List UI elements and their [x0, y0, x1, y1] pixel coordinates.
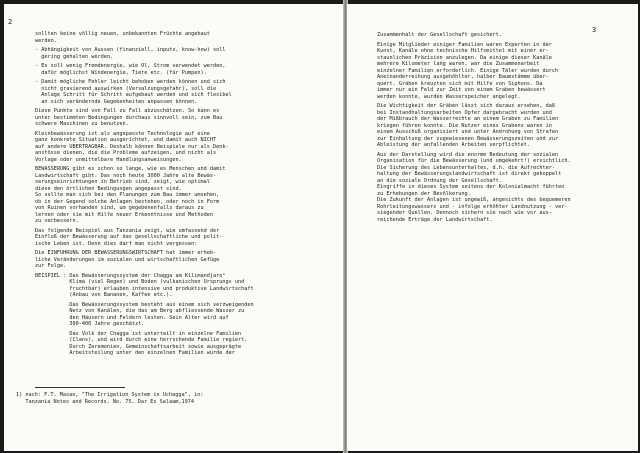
text-line: Vorlage oder unmittelbare Handlungsanweisungen. — [35, 156, 182, 163]
text-line: schwere Maschinen zu benutzen. — [35, 121, 129, 127]
text-line: bei Instandhaltungsarbeiten Opfer dargebracht wurden und — [377, 109, 552, 116]
text-line: Die Wichtigkeit der Gräben lässt sich daraus ersehen, daß — [377, 103, 556, 109]
text-line: Einfluß der Bewässerung auf das gesellschaftliche und polit- — [35, 234, 223, 240]
text-line: 300-400 Jahre geschätzt. — [35, 321, 145, 327]
text-line: von Ruinen vorhanden sind, um gegebenenfalls daraus zu — [35, 205, 204, 211]
text-line: Netz von Kanälen, die das am Berg abfliessende Wasser zu — [35, 308, 245, 314]
text-line: nicht gravierend auswirken (Versalzungsgefahr), soll die — [35, 85, 217, 92]
text-line: zu Erhebungen der Bevölkerung. — [377, 190, 471, 197]
text-line: kriegen führen konnte. Die Nutzer eines Grabens waren in — [377, 122, 552, 129]
text-line: einzelner Familien erforderlich. Einige Täler wurden durch — [377, 67, 559, 74]
text-line: Aus der Darstellung wird die enorme Bedeutung der sozialen — [377, 151, 559, 158]
text-line: BEISPIEL : Das Bewässerungssystem der Chagga am Kilimandjaro¹ — [35, 272, 226, 279]
text-line: Die EINFÜHRUNG DER BEWÄSSERUNGSWIRTSCHAFT hat immer erheb- — [35, 250, 217, 256]
text-line: Einige Mitglieder einiger Familien waren Experten in der — [377, 41, 552, 48]
text-line: BEWÄSSERUNG gibt es schon so lange, wie es Menschen und damit — [35, 166, 226, 172]
text-line: Aneinanderreihung ausgehöhlter, halber Baumstämme über- — [377, 74, 549, 80]
text-line: Diese Punkte sind von Fall zu Fall abzuschätzen. So kann es — [35, 108, 220, 114]
text-line: serungseinrichtungen in Betrieb sind, zeigt, wie optimal — [35, 179, 210, 185]
text-line: Rohrleitungswassers und - infolge erhöhter Landnutzung - ver- — [377, 203, 568, 210]
footnote-line: 1) nach: F.T. Masao, "The Irrigation System in Uchagga", in: — [16, 392, 204, 398]
footnote — [16, 392, 203, 405]
text-line: fruchtbar) erlauben intensive und produktive Landwirtschaft — [35, 285, 254, 292]
text-line: Die Sicherung des Lebensunterhaltes, d.h. die Aufrechter- — [377, 164, 556, 171]
text-line: siegender Quellen. Dennoch sichern sie nach wie vor aus- — [377, 210, 552, 216]
text-line: ische Leben ist. Denn dies darf man nicht vergessen: — [35, 240, 198, 247]
text-line: Organisation für die Bewässerung (und umgekehrt!) ersichtlich. — [377, 158, 571, 164]
left-page-text — [35, 31, 345, 357]
footnote-line: Tanzania Notes and Records, No. 75, Dar Es Salaam,1974 — [16, 398, 195, 405]
text-line: quert. Gräben kreuzten sich mit Hilfe von Siphons. Da — [377, 80, 543, 87]
text-line: an die soziale Ordnung der Gesellschaft. — [377, 177, 502, 184]
text-line: Eingriffe in dieses System seitens der Kolonialmacht führten — [377, 184, 565, 190]
text-line: Das Volk der Chagga ist unterteilt in einzelne Familien — [35, 330, 242, 337]
text-line: immer nur ein Feld zur Zeit von einem Graben bewässert — [377, 87, 546, 93]
footnote-rule — [35, 387, 125, 388]
text-line: liche Veränderungen im sozialen und wirtschaftlichen Gefüge — [35, 256, 220, 263]
text-line: - Damit mögliche Fehler leicht behoben werden können und sich — [35, 79, 226, 85]
text-line: zur Einhaltung der zugewiesenen Bewässerungszeiten und zur — [377, 135, 559, 142]
text-line: zu verbessern. — [35, 218, 79, 224]
text-line: (Clans), und wird durch eine herrschende Familie regiert. — [35, 337, 248, 343]
text-line: diese den örtlichen Bedingungen angepasst sind. — [35, 185, 182, 192]
text-line: auf andere ÜBERTRAGBAR. Deshalb können Beispiele nur als Denk- — [35, 143, 229, 150]
text-line: Kunst, Kanäle ohne technische Hilfsmittel mit einer er- — [377, 48, 549, 54]
text-line: zur Folge. — [35, 263, 67, 269]
text-line: ganz konkrete Situation ausgerichtet, und damit auch NICHT — [35, 137, 217, 143]
text-line: Kleinbewässerung ist als angepasste Technologie auf eine — [35, 130, 210, 137]
text-line: Zusammenhalt der Gesellschaft gesichert. — [377, 32, 502, 38]
text-line: - Es soll wenig Fremdenergie, wie Öl, Strom verwendet werden, — [35, 63, 226, 69]
text-line: lernen oder sie mit Hilfe neuer Erkenntnisse und Methoden — [35, 211, 214, 218]
text-line: - Abhängigkeit von Aussen (finanziell, inputs, know-how) soll — [35, 47, 226, 53]
text-line: der Mißbrauch der Wasserrechte an einem Graben zu Familien — [377, 116, 559, 122]
text-line: Das folgende Beispiel aus Tanzania zeigt, wie umfassend der — [35, 227, 220, 234]
text-line: sollten keine völlig neuen, unbekannten Früchte angebaut — [35, 31, 210, 37]
text-line: Das Bewässerungssystem besteht aus einem sich verzweigenden — [35, 301, 254, 308]
text-line: unter bestimmten Bedingungen durchaus sinnvoll sein, zum Bau — [35, 114, 223, 121]
text-line: einem Ausschuß organisiert und unter Androhung von Strafen — [377, 129, 559, 135]
text-line: staunlichen Präzision anzulegen. Da einige dieser Kanäle — [377, 54, 552, 61]
text-line: Ableistung der anfallenden Arbeiten verpflichtet. — [377, 142, 531, 148]
text-line: ob in der Gegend solche Anlagen bestehen, oder noch in Form — [35, 198, 220, 205]
left-page — [4, 4, 345, 451]
page-number: 3 — [592, 26, 597, 34]
text-line: werden. — [35, 37, 57, 44]
text-line: reichende Erträge der Landwirtschaft. — [377, 216, 493, 223]
text-line: mehrere Kilometer lang waren, war die Zusammenarbeit — [377, 61, 540, 67]
text-line: an sich verändernde Gegebenheiten anpassen können. — [35, 98, 198, 105]
text-line: gering gehalten werden. — [35, 53, 114, 60]
text-line: So sollte man sich bei den Planungen zum Bau immer umsehen, — [35, 192, 220, 198]
text-line: Anlage Schritt für Schritt aufgebaut werden und sich flexibel — [35, 92, 232, 98]
text-line: den Häusern und Feldern leiten. Sein Alter wird auf — [35, 314, 229, 321]
text-line: werden konnte, wurden Wasserspeicher angelegt. — [377, 93, 521, 100]
text-line: Landwirtschaft gibt. Das noch heute 3000 Jahre alte Bewäs- — [35, 172, 217, 179]
text-line: anstösse dienen, die die Probleme aufzeigen, und nicht als — [35, 150, 217, 156]
text-line: Durch Zeremonien, Gemeinschaftsarbeit sowie ausgeprägte — [35, 343, 242, 350]
text-line: Arbeitsteilung unter den einzelnen Familien wurde der — [35, 350, 235, 356]
text-line: haltung der Bewässerungslandwirtschaft ist direkt gekoppelt — [377, 171, 562, 177]
right-page — [347, 4, 638, 451]
text-line: dafür möglichst Windenergie, Tiere etc. (für Pumpen). — [35, 69, 207, 76]
right-page-text — [377, 32, 635, 223]
page-number: 2 — [8, 18, 13, 26]
text-line: (Anbau von Bananen, Kaffee etc.). — [35, 292, 173, 298]
text-line: Die Zukunft der Anlagen ist ungewiß, angesichts des bequemeren — [377, 197, 571, 203]
text-line: Klima (viel Regen) und Boden (vulkanischen Ursprungs und — [35, 279, 245, 285]
